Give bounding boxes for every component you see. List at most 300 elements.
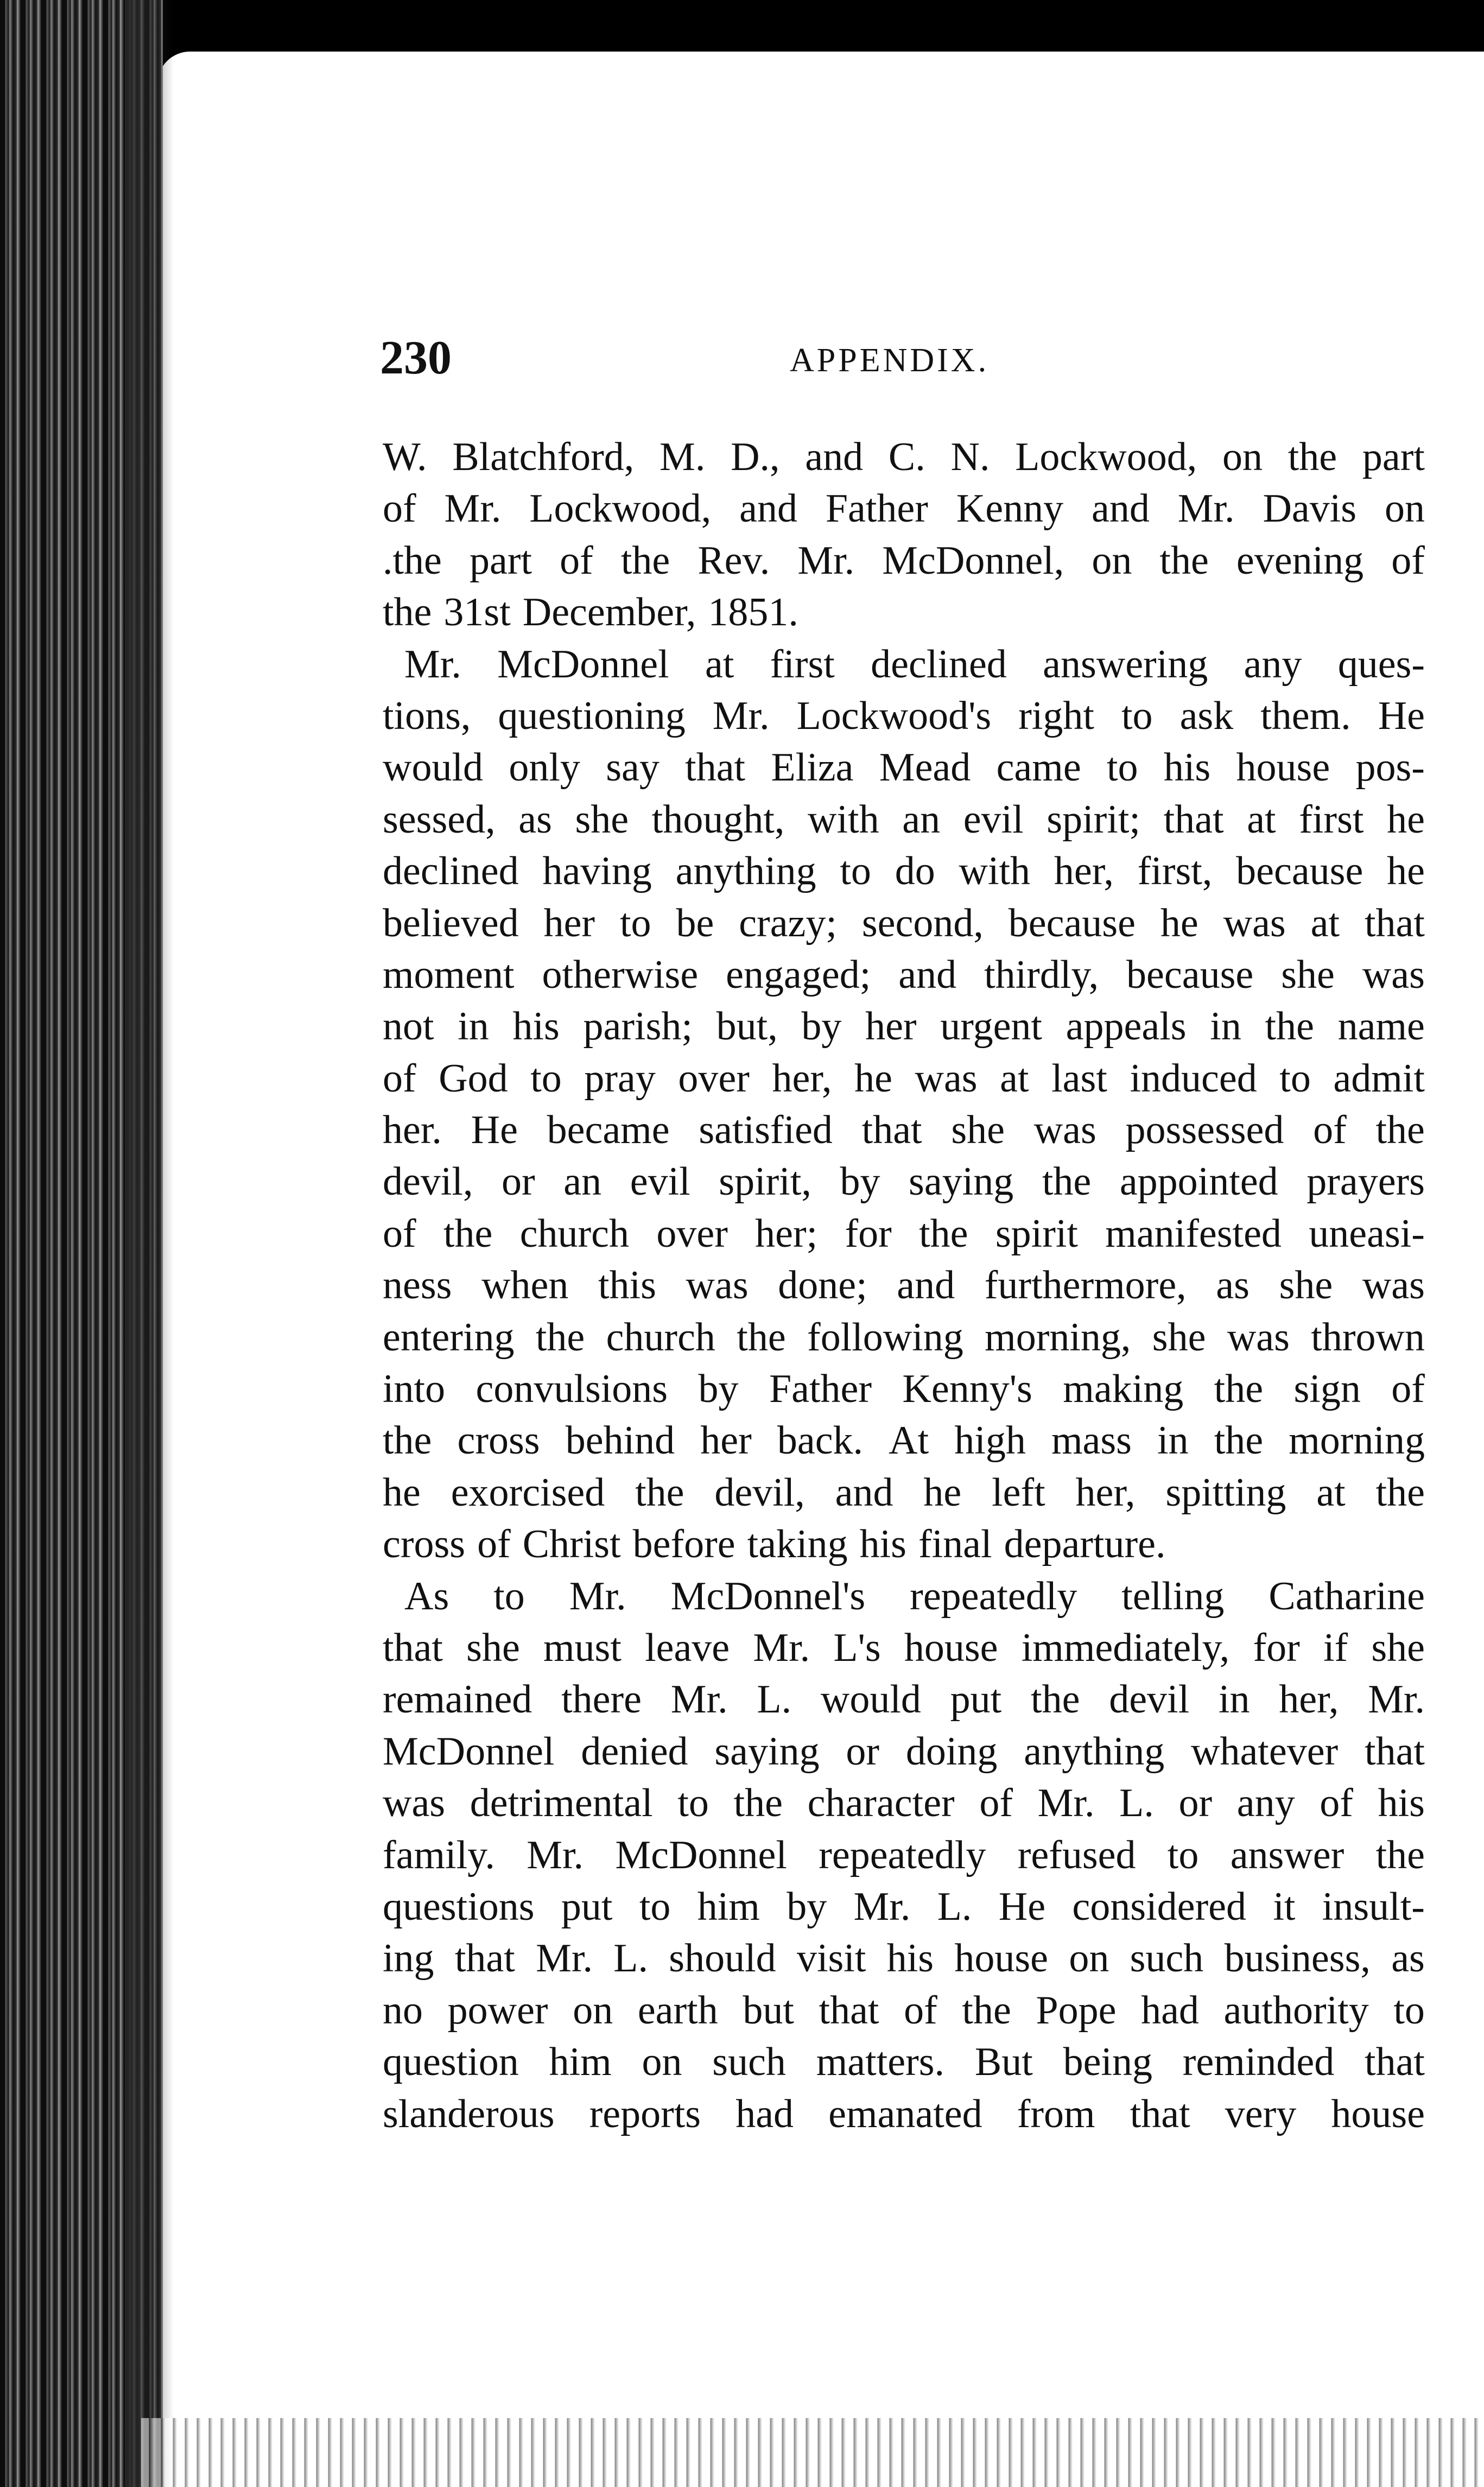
word: Mr. xyxy=(536,1936,593,1981)
word: very xyxy=(1225,2091,1297,2136)
word: his xyxy=(512,1004,560,1049)
word: of xyxy=(1391,1367,1425,1412)
word: possessed xyxy=(1125,1108,1284,1153)
word: an xyxy=(902,797,941,842)
word: Father xyxy=(769,1367,872,1412)
word: over xyxy=(678,1056,750,1101)
word: evening xyxy=(1236,538,1364,583)
word: the xyxy=(1031,1677,1080,1722)
word: repeatedly xyxy=(819,1832,986,1877)
text-line xyxy=(383,639,1425,690)
word: slanderous xyxy=(383,2091,555,2136)
word: the xyxy=(1375,1108,1425,1153)
word: evil xyxy=(963,797,1024,842)
word: cross xyxy=(383,1522,466,1567)
word: put xyxy=(950,1677,1002,1722)
word: the xyxy=(733,1781,783,1826)
word: being xyxy=(1063,2040,1152,2085)
word: and xyxy=(898,952,957,997)
word: that xyxy=(1365,2040,1425,2085)
text-line xyxy=(383,2089,1425,2140)
word: at xyxy=(1247,797,1276,842)
word: of xyxy=(1391,538,1425,583)
word: anything xyxy=(1024,1729,1165,1774)
word: that xyxy=(1130,2091,1190,2136)
word: devil, xyxy=(383,1159,473,1204)
word: Mr. xyxy=(527,1832,584,1877)
word: should xyxy=(669,1936,776,1981)
word: or xyxy=(846,1729,880,1774)
word: when xyxy=(481,1263,569,1308)
word: the xyxy=(737,1315,786,1360)
word: family. xyxy=(383,1832,495,1877)
word: for xyxy=(1253,1625,1300,1670)
word: earth xyxy=(637,1988,718,2033)
word: ask xyxy=(1179,693,1234,738)
word: to xyxy=(639,1884,671,1929)
word: As xyxy=(404,1574,449,1619)
word: McDonnel's xyxy=(670,1574,866,1619)
word: convulsions xyxy=(475,1367,668,1412)
text-line xyxy=(383,1830,1425,1881)
text-line xyxy=(383,949,1425,1001)
word: furthermore, xyxy=(984,1263,1187,1308)
word: the xyxy=(1375,1832,1425,1877)
word: because xyxy=(1236,849,1363,894)
word: for xyxy=(845,1211,892,1256)
word: her. xyxy=(383,1108,442,1153)
word: at xyxy=(1000,1056,1029,1101)
word: refused xyxy=(1017,1832,1136,1877)
word: the xyxy=(383,1418,432,1463)
word: moment xyxy=(383,952,515,997)
word: done; xyxy=(778,1263,867,1308)
word: was xyxy=(686,1263,749,1308)
word: repeatedly xyxy=(910,1574,1077,1619)
word: house xyxy=(1236,745,1330,790)
text-line xyxy=(383,794,1425,846)
word: Christ xyxy=(522,1522,621,1567)
word: to xyxy=(677,1781,709,1826)
word: thrown xyxy=(1311,1315,1425,1360)
word: first, xyxy=(1137,849,1213,894)
word: morning xyxy=(1289,1418,1425,1463)
word: Mr. xyxy=(797,538,855,583)
text-line xyxy=(383,1674,1425,1725)
word: left xyxy=(992,1470,1045,1515)
scan-border-top xyxy=(0,0,1484,52)
text-line xyxy=(383,1312,1425,1363)
word: Mr. xyxy=(404,642,461,687)
word: Kenny xyxy=(956,486,1064,531)
word: Davis xyxy=(1263,486,1357,531)
word: her xyxy=(543,900,595,946)
text-line xyxy=(383,846,1425,897)
word: on xyxy=(1384,486,1425,531)
word: of xyxy=(1320,1781,1353,1826)
word: visit xyxy=(796,1936,866,1981)
word: behind xyxy=(565,1418,675,1463)
word: house xyxy=(1331,2091,1425,2136)
text-line xyxy=(383,1001,1425,1052)
word: entering xyxy=(383,1315,515,1360)
word: her, xyxy=(772,1056,832,1101)
word: sign xyxy=(1293,1367,1361,1412)
word: Mr. xyxy=(569,1574,626,1619)
word: such xyxy=(712,2040,786,2085)
word: question xyxy=(383,2040,519,2085)
word: the xyxy=(1375,1470,1425,1515)
word: last xyxy=(1051,1056,1107,1101)
word: she xyxy=(1281,952,1335,997)
word: in xyxy=(1157,1418,1189,1463)
text-line xyxy=(383,1105,1425,1156)
word: departure. xyxy=(1004,1522,1166,1567)
word: C. xyxy=(888,435,925,479)
word: that xyxy=(861,1108,922,1153)
word: the xyxy=(383,590,432,635)
word: He xyxy=(471,1108,518,1153)
text-line xyxy=(383,483,1425,535)
word: house xyxy=(904,1625,998,1670)
word: satisfied xyxy=(699,1108,833,1153)
word: spirit xyxy=(995,1211,1078,1256)
word: answer xyxy=(1230,1832,1345,1877)
text-line xyxy=(383,1881,1425,1933)
text-line xyxy=(383,1571,1425,1622)
word: insult- xyxy=(1322,1884,1425,1929)
word: she xyxy=(1279,1263,1333,1308)
word: part xyxy=(469,538,532,583)
word: He xyxy=(1378,693,1425,738)
word: the xyxy=(1265,1004,1314,1049)
word: by xyxy=(801,1004,842,1049)
word: to xyxy=(1121,693,1153,738)
word: denied xyxy=(581,1729,688,1774)
word: Mr. xyxy=(853,1884,911,1929)
text-line xyxy=(383,1363,1425,1415)
word: and xyxy=(805,435,864,479)
word: such xyxy=(1130,1936,1204,1981)
word: to xyxy=(1393,1988,1425,2033)
word: her, xyxy=(1054,849,1114,894)
word: over xyxy=(656,1211,728,1256)
word: the xyxy=(1214,1418,1264,1463)
word: had xyxy=(1141,1988,1199,2033)
word: detrimental xyxy=(470,1781,653,1826)
word: remained xyxy=(383,1677,532,1722)
gutter-shadow xyxy=(125,0,174,2487)
word: Mr. xyxy=(712,693,770,738)
word: L. xyxy=(1119,1781,1154,1826)
word: or xyxy=(502,1159,535,1204)
word: engaged; xyxy=(726,952,871,997)
word: M. xyxy=(659,435,706,479)
word: and xyxy=(739,486,797,531)
word: put xyxy=(561,1884,613,1929)
word: or xyxy=(1178,1781,1213,1826)
word: Father xyxy=(825,486,928,531)
word: sessed, xyxy=(383,797,496,842)
text-line xyxy=(383,898,1425,949)
word: was xyxy=(1223,900,1286,946)
word: McDonnel xyxy=(497,642,669,687)
word: declined xyxy=(871,642,1007,687)
word: thought, xyxy=(651,797,785,842)
word: her; xyxy=(755,1211,818,1256)
word: by xyxy=(698,1367,739,1412)
word: as xyxy=(1216,1263,1250,1308)
word: reports xyxy=(589,2091,701,2136)
word: Mr. xyxy=(1037,1781,1095,1826)
word: the xyxy=(1042,1159,1092,1204)
word: church xyxy=(606,1315,715,1360)
word: would xyxy=(820,1677,921,1722)
word: was xyxy=(1362,952,1425,997)
text-line xyxy=(383,1260,1425,1311)
word: house xyxy=(954,1936,1049,1981)
word: Mr. xyxy=(753,1625,810,1670)
word: of xyxy=(383,486,416,531)
word: having xyxy=(542,849,652,894)
word: immediately, xyxy=(1021,1625,1230,1670)
word: the xyxy=(919,1211,968,1256)
word: Mr. xyxy=(670,1677,728,1722)
word: be xyxy=(676,900,714,946)
word: crazy; xyxy=(739,900,837,946)
word: L. xyxy=(757,1677,792,1722)
word: not xyxy=(383,1004,434,1049)
word: the xyxy=(635,1470,684,1515)
word: urgent xyxy=(940,1004,1042,1049)
word: second, xyxy=(861,900,984,946)
text-line xyxy=(383,432,1425,483)
word: to xyxy=(530,1056,562,1101)
word: he xyxy=(1160,900,1198,946)
word: power xyxy=(447,1988,548,2033)
text-line xyxy=(383,690,1425,742)
word: Eliza xyxy=(771,745,854,790)
word: God xyxy=(439,1056,508,1101)
word: questioning xyxy=(498,693,686,738)
word: admit xyxy=(1333,1056,1425,1101)
word: parish; xyxy=(583,1004,693,1049)
word: with xyxy=(808,797,879,842)
word: her xyxy=(865,1004,917,1049)
word: because xyxy=(1126,952,1254,997)
word: on xyxy=(573,1988,613,2033)
word: with xyxy=(959,849,1031,894)
word: L. xyxy=(613,1936,648,1981)
word: prayers xyxy=(1307,1159,1425,1204)
word: saying xyxy=(909,1159,1014,1204)
word: questions xyxy=(383,1884,535,1929)
text-line xyxy=(383,1053,1425,1105)
word: 31st xyxy=(443,590,511,635)
word: Rev. xyxy=(697,538,770,583)
word: the xyxy=(1159,538,1209,583)
word: Mr. xyxy=(1177,486,1235,531)
running-head: APPENDIX. xyxy=(790,342,990,379)
word: D., xyxy=(731,435,780,479)
word: morning, xyxy=(985,1315,1131,1360)
word: her, xyxy=(1075,1470,1136,1515)
word: any xyxy=(1244,642,1302,687)
word: Mr. xyxy=(1368,1677,1425,1722)
word: McDonnel xyxy=(615,1832,787,1877)
word: L's xyxy=(833,1625,881,1670)
word: that xyxy=(1163,797,1224,842)
text-line xyxy=(383,587,1425,638)
text-line xyxy=(383,742,1425,794)
word: any xyxy=(1236,1781,1295,1826)
word: would xyxy=(383,745,483,790)
word: her, xyxy=(1279,1677,1339,1722)
text-line xyxy=(383,535,1425,587)
word: thirdly, xyxy=(984,952,1099,997)
word: ness xyxy=(383,1263,452,1308)
word: at xyxy=(705,642,734,687)
word: appeals xyxy=(1066,1004,1187,1049)
word: the xyxy=(1288,435,1337,479)
word: At xyxy=(889,1418,929,1463)
word: do xyxy=(895,849,935,894)
word: because xyxy=(1008,900,1136,946)
word: back. xyxy=(777,1418,864,1463)
word: he xyxy=(383,1470,421,1515)
word: if xyxy=(1323,1625,1348,1670)
word: the xyxy=(620,538,670,583)
word: of xyxy=(477,1522,511,1567)
word: was xyxy=(1362,1263,1425,1308)
word: following xyxy=(807,1315,963,1360)
word: into xyxy=(383,1367,446,1412)
word: reminded xyxy=(1182,2040,1335,2085)
word: that xyxy=(1365,1729,1425,1774)
word: to xyxy=(840,849,871,894)
word: business, xyxy=(1224,1936,1371,1981)
word: taking xyxy=(747,1522,848,1567)
page-header xyxy=(380,331,1411,385)
text-line xyxy=(383,1467,1425,1519)
word: doing xyxy=(905,1729,998,1774)
word: to xyxy=(493,1574,525,1619)
word: 1851. xyxy=(708,590,798,635)
word: high xyxy=(954,1418,1026,1463)
word: on xyxy=(1222,435,1263,479)
word: to xyxy=(1279,1056,1311,1101)
word: his xyxy=(859,1522,906,1567)
word: his xyxy=(886,1936,934,1981)
word: and xyxy=(1091,486,1150,531)
word: making xyxy=(1063,1367,1184,1412)
word: mass xyxy=(1051,1418,1132,1463)
word: them. xyxy=(1260,693,1351,738)
word: that xyxy=(819,1988,879,2033)
word: church xyxy=(519,1211,630,1256)
word: but, xyxy=(716,1004,778,1049)
word: was xyxy=(383,1781,446,1826)
text-line xyxy=(383,1208,1425,1260)
word: authority xyxy=(1223,1988,1369,2033)
word: cross xyxy=(457,1418,540,1463)
word: was xyxy=(915,1056,978,1101)
word: telling xyxy=(1121,1574,1225,1619)
word: N. xyxy=(950,435,990,479)
word: anything xyxy=(675,849,816,894)
word: on xyxy=(1069,1936,1109,1981)
word: before xyxy=(632,1522,735,1567)
word: say xyxy=(606,745,659,790)
word: came xyxy=(996,745,1081,790)
word: Pope xyxy=(1036,1988,1117,2033)
word: declined xyxy=(383,849,519,894)
word: she xyxy=(466,1625,520,1670)
word: by xyxy=(787,1884,827,1929)
word: But xyxy=(974,2040,1033,2085)
word: to xyxy=(619,900,651,946)
text-line xyxy=(383,1778,1425,1829)
word: her xyxy=(700,1418,752,1463)
word: of xyxy=(904,1988,937,2033)
word: spitting xyxy=(1165,1470,1286,1515)
word: whatever xyxy=(1191,1729,1339,1774)
body-text xyxy=(383,432,1425,2179)
word: McDonnel xyxy=(383,1729,555,1774)
word: W. xyxy=(383,435,427,479)
word: this xyxy=(598,1263,656,1308)
word: otherwise xyxy=(542,952,699,997)
word: that xyxy=(1364,900,1425,946)
word: he xyxy=(1387,797,1425,842)
word: December, xyxy=(522,590,696,635)
word: Lockwood's xyxy=(796,693,992,738)
word: to xyxy=(1167,1832,1199,1877)
word: pos- xyxy=(1355,745,1425,790)
text-line xyxy=(383,1156,1425,1208)
word: saying xyxy=(714,1729,820,1774)
word: he xyxy=(854,1056,892,1101)
text-line xyxy=(383,1985,1425,2036)
word: him xyxy=(549,2040,612,2085)
word: devil xyxy=(1109,1677,1190,1722)
text-line xyxy=(383,1622,1425,1674)
word: only xyxy=(509,745,580,790)
word: on xyxy=(1092,538,1132,583)
word: his xyxy=(1378,1781,1425,1826)
word: was xyxy=(1227,1315,1290,1360)
word: of xyxy=(383,1211,416,1256)
word: the xyxy=(535,1315,585,1360)
word: in xyxy=(1218,1677,1250,1722)
word: He xyxy=(998,1884,1046,1929)
word: and xyxy=(897,1263,955,1308)
word: but xyxy=(743,1988,794,2033)
text-line xyxy=(383,1933,1425,1984)
word: that xyxy=(454,1936,515,1981)
word: leave xyxy=(645,1625,730,1670)
text-line xyxy=(383,1519,1425,1570)
word: uneasi- xyxy=(1309,1211,1425,1256)
word: Blatchford, xyxy=(452,435,635,479)
page-number: 230 xyxy=(380,332,452,384)
word: no xyxy=(383,1988,423,2033)
word: that xyxy=(685,745,746,790)
text-line xyxy=(383,2036,1425,2088)
word: was xyxy=(1033,1108,1096,1153)
word: ques- xyxy=(1337,642,1425,687)
word: his xyxy=(1163,745,1211,790)
